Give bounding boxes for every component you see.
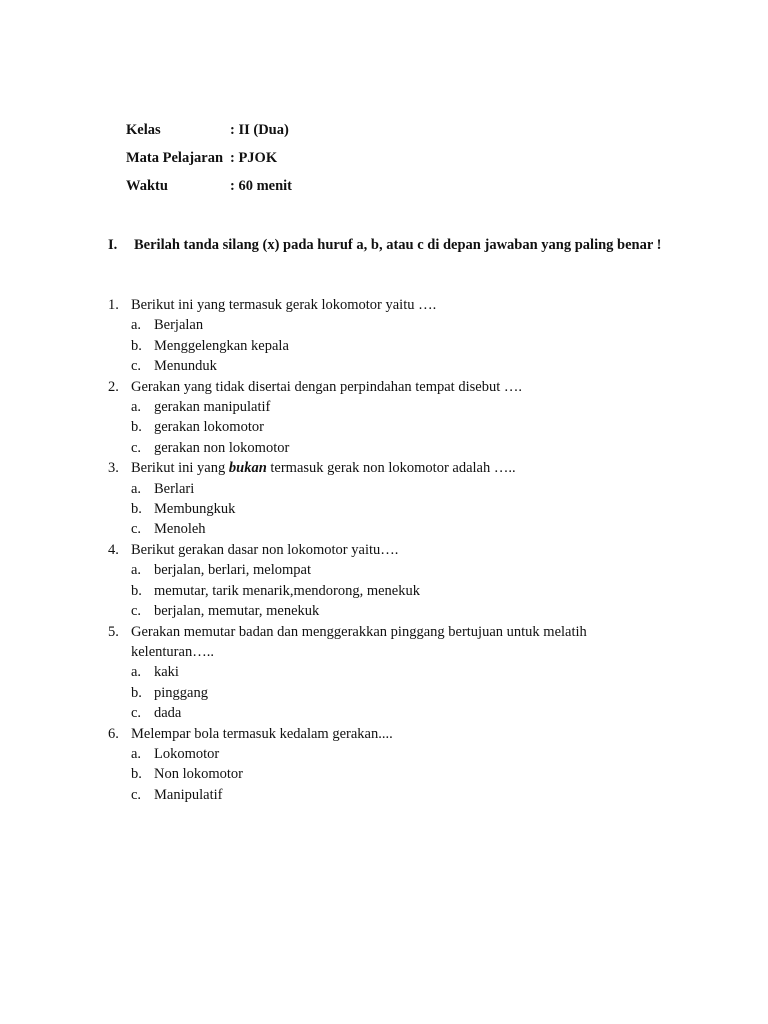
question-number: 4.: [108, 541, 119, 558]
info-label: Mata Pelajaran: [126, 150, 224, 166]
question-stem: [108, 724, 628, 744]
question-item: [108, 377, 628, 459]
option-letter: c.: [131, 705, 142, 722]
answer-option: [108, 519, 628, 539]
option-text: dada: [154, 705, 182, 722]
question-stem: [108, 377, 628, 397]
question-item: [108, 540, 628, 622]
option-letter: a.: [131, 317, 142, 334]
answer-option: [108, 744, 628, 764]
option-letter: a.: [131, 399, 142, 416]
option-text: Manipulatif: [154, 786, 223, 803]
option-letter: c.: [131, 521, 142, 538]
question-number: 3.: [108, 460, 119, 477]
option-letter: b.: [131, 337, 142, 354]
question-stem: [108, 540, 628, 560]
answer-option: [108, 397, 628, 417]
info-label: Waktu: [126, 178, 168, 194]
question-item: [108, 458, 628, 540]
option-letter: a.: [131, 562, 142, 579]
option-text: pinggang: [154, 684, 208, 701]
answer-option: [108, 315, 628, 335]
info-row-mata-pelajaran: [126, 148, 292, 176]
answer-option: [108, 499, 628, 519]
answer-option: [108, 785, 628, 805]
section-instruction: [108, 235, 668, 256]
question-text: Berikut gerakan dasar non lokomotor yaitu….: [131, 541, 399, 558]
option-text: Membungkuk: [154, 501, 236, 518]
section-number: I.: [108, 237, 118, 253]
answer-option: [108, 683, 628, 703]
section-instruction-text: Berilah tanda silang (x) pada huruf a, b, atau c di depan jawaban yang paling benar !: [134, 237, 662, 253]
info-row-waktu: [126, 176, 292, 204]
answer-option: [108, 356, 628, 376]
option-letter: b.: [131, 582, 142, 599]
answer-option: [108, 336, 628, 356]
option-text: Berjalan: [154, 317, 204, 334]
question-list: [108, 295, 628, 805]
option-text: Non lokomotor: [154, 766, 244, 783]
question-text: Gerakan memutar badan dan menggerakkan pinggang bertujuan untuk melatih kelenturan…..: [131, 623, 587, 660]
question-number: 5.: [108, 623, 119, 640]
option-text: Berlari: [154, 480, 195, 497]
info-value: : PJOK: [230, 150, 278, 166]
question-number: 2.: [108, 378, 119, 395]
option-letter: a.: [131, 480, 142, 497]
answer-option: [108, 703, 628, 723]
option-text: kaki: [154, 664, 179, 681]
question-item: [108, 295, 628, 377]
answer-option: [108, 581, 628, 601]
question-number: 6.: [108, 725, 119, 742]
question-text: Berikut ini yang termasuk gerak lokomotor yaitu ….: [131, 297, 437, 313]
answer-option: [108, 764, 628, 784]
option-letter: c.: [131, 603, 142, 620]
info-label: Kelas: [126, 122, 161, 138]
answer-option: [108, 438, 628, 458]
question-number: 1.: [108, 297, 119, 313]
option-text: memutar, tarik menarik,mendorong, menekuk: [154, 582, 420, 599]
question-item: [108, 622, 628, 724]
option-text: gerakan manipulatif: [154, 399, 271, 416]
option-text: berjalan, memutar, menekuk: [154, 603, 320, 620]
question-item: [108, 724, 628, 806]
question-stem: [108, 622, 628, 663]
option-text: Menoleh: [154, 521, 206, 538]
question-text: Berikut ini yang bukan termasuk gerak non lokomotor adalah …..: [131, 460, 516, 477]
option-text: Lokomotor: [154, 745, 220, 762]
option-letter: a.: [131, 745, 142, 762]
option-letter: c.: [131, 439, 142, 456]
option-letter: b.: [131, 766, 142, 783]
answer-option: [108, 560, 628, 580]
option-letter: b.: [131, 684, 142, 701]
option-text: Menggelengkan kepala: [154, 337, 289, 354]
info-value: : 60 menit: [230, 178, 293, 194]
question-text: Melempar bola termasuk kedalam gerakan....: [131, 725, 393, 742]
option-text: berjalan, berlari, melompat: [154, 562, 312, 579]
option-letter: b.: [131, 501, 142, 518]
answer-option: [108, 479, 628, 499]
question-stem: [108, 295, 628, 315]
option-letter: b.: [131, 419, 142, 436]
question-emphasis: bukan: [228, 460, 267, 477]
option-text: gerakan lokomotor: [154, 419, 264, 436]
exam-info: [126, 120, 292, 204]
option-letter: a.: [131, 664, 142, 681]
option-letter: c.: [131, 358, 142, 375]
answer-option: [108, 601, 628, 621]
question-text: Gerakan yang tidak disertai dengan perpindahan tempat disebut ….: [131, 378, 522, 395]
option-letter: c.: [131, 786, 142, 803]
answer-option: [108, 417, 628, 437]
info-value: : II (Dua): [230, 122, 289, 138]
answer-option: [108, 662, 628, 682]
option-text: Menunduk: [154, 358, 217, 375]
question-stem: [108, 458, 628, 478]
option-text: gerakan non lokomotor: [154, 439, 290, 456]
info-row-kelas: [126, 120, 292, 148]
